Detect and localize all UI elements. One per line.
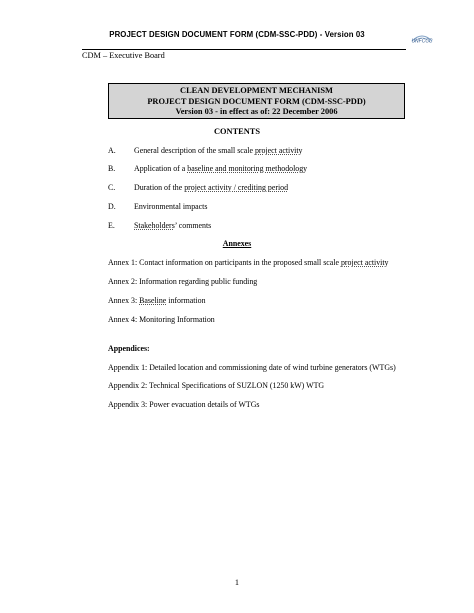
header-rule [82,49,406,50]
item-letter: B. [108,164,116,173]
appendix-item-3: Appendix 3: Power evacuation details of WTGs [108,400,260,409]
svg-text:UNFCCC: UNFCCC [411,38,433,44]
item-text: Environmental impacts [134,202,208,211]
item-letter: C. [108,183,116,192]
contents-heading: CONTENTS [213,127,261,136]
item-text: Duration of the project activity / crediting period [134,183,289,192]
appendix-item-2: Appendix 2: Technical Specifications of SUZLON (1250 kW) WTG [108,381,325,390]
title-line-1: CLEAN DEVELOPMENT MECHANISM [180,86,333,95]
appendix-item-1: Appendix 1: Detailed location and commissioning date of wind turbine generators (WTGs) [108,363,396,372]
appendices-heading: Appendices: [108,344,150,353]
annex-item-4: Annex 4: Monitoring Information [108,315,215,324]
title-line-2: PROJECT DESIGN DOCUMENT FORM (CDM-SSC-PDD) [147,96,366,106]
annexes-heading: Annexes [222,239,252,248]
running-header-subtitle: CDM – Executive Board [82,51,165,60]
title-line-3: Version 03 - in effect as of: 22 December 2006 [175,107,338,116]
item-letter: A. [108,146,116,155]
item-text: Application of a baseline and monitoring methodology [134,164,308,173]
annex-item-1: Annex 1: Contact information on participants in the proposed small scale project activity [108,258,389,267]
annex-item-2: Annex 2: Information regarding public funding [108,277,258,286]
item-text: General description of the small scale project activity [134,146,303,155]
form-title-box [108,83,405,119]
item-letter: E. [108,221,115,230]
running-header-title: PROJECT DESIGN DOCUMENT FORM (CDM-SSC-PDD) - Version 03 [109,30,365,39]
item-letter: D. [108,202,116,211]
unfccc-logo [411,33,433,44]
page-number: 1 [234,578,240,587]
item-text: Stakeholders’ comments [134,221,212,230]
annex-item-3: Annex 3: Baseline information [108,296,206,305]
